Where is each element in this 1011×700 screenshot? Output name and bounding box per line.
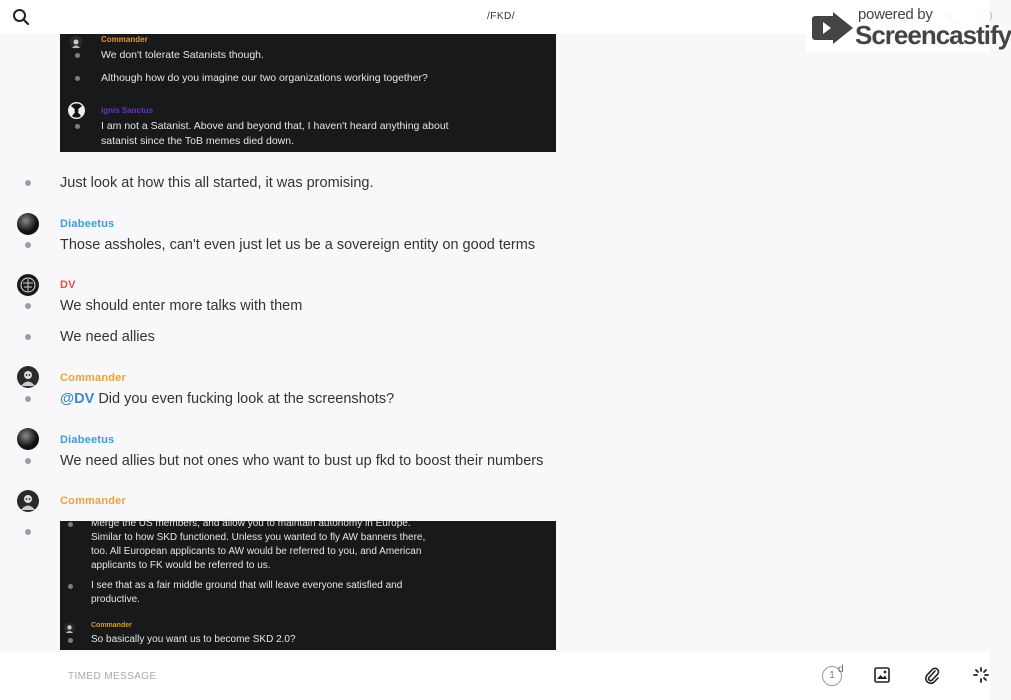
message-bullet: [25, 529, 31, 535]
shot-bullet: [75, 76, 80, 81]
message-text: We need allies: [60, 329, 155, 345]
message-text-body: Did you even fucking look at the screenshots?: [94, 391, 395, 407]
screencastify-logo-icon: [809, 8, 855, 48]
timer-icon[interactable]: 1: [822, 666, 842, 686]
avatar-diabeetus[interactable]: [17, 428, 39, 450]
message-bullet: [25, 242, 31, 248]
message-bullet: [25, 396, 31, 402]
author-name[interactable]: DV: [60, 279, 76, 291]
author-name[interactable]: Diabeetus: [60, 218, 115, 230]
shot-line: Merge the US members, and allow you to maintain autonomy in Europe.: [91, 518, 411, 529]
shot-line: Although how do you imagine our two organizations working together?: [101, 72, 428, 84]
screenshot-image-bottom[interactable]: [60, 518, 556, 650]
shot-line: productive.: [91, 594, 140, 605]
message-text: [60, 391, 394, 407]
timed-message-input[interactable]: TIMED MESSAGE: [68, 671, 157, 682]
author-name[interactable]: Diabeetus: [60, 434, 115, 446]
message-bullet: [25, 458, 31, 464]
timer-unit-label: d: [838, 664, 844, 675]
shot-bullet: [75, 124, 80, 129]
avatar-commander[interactable]: [17, 490, 39, 512]
shot-avatar-commander: [64, 621, 75, 632]
channel-title: /FKD/: [486, 11, 516, 22]
shot-author-commander: Commander: [91, 622, 132, 629]
shot-line: So basically you want us to become SKD 2.0?: [91, 634, 296, 645]
avatar-diabeetus[interactable]: [17, 213, 39, 235]
shot-line: I see that as a fair middle ground that will leave everyone satisfied and: [91, 580, 403, 591]
watermark-powered-by: powered by: [858, 6, 933, 23]
message-text: Just look at how this all started, it was promising.: [60, 175, 374, 191]
composer-bar: [0, 652, 990, 700]
shot-line: satanist since the ToB memes died down.: [101, 135, 294, 147]
image-icon[interactable]: [874, 667, 890, 683]
message-bullet: [25, 334, 31, 340]
message-bullet: [25, 303, 31, 309]
shot-author-sanctus: Ignis Sanctus: [101, 106, 154, 115]
screencastify-watermark: [806, 4, 1011, 52]
shot-line: too. All European applicants to AW would be referred to you, and American: [91, 546, 422, 557]
shot-author-commander: Commander: [101, 35, 148, 44]
message-bullet: [25, 180, 31, 186]
spinner-icon[interactable]: [973, 667, 989, 683]
shot-line: I am not a Satanist. Above and beyond that, I haven't heard anything about: [101, 120, 449, 132]
shot-line: Similar to how SKD functioned. Unless you wanted to fly AW banners there,: [91, 532, 426, 543]
author-name[interactable]: Commander: [60, 495, 126, 507]
shot-line: applicants to FK would be referred to us.: [91, 560, 271, 571]
author-name[interactable]: Commander: [60, 372, 126, 384]
shot-bullet: [68, 522, 73, 527]
message-text: We should enter more talks with them: [60, 298, 303, 314]
avatar-dv[interactable]: [17, 274, 39, 296]
shot-bullet: [68, 584, 73, 589]
message-text: Those assholes, can't even just let us be a sovereign entity on good terms: [60, 237, 536, 253]
attachment-icon[interactable]: [924, 666, 940, 684]
avatar-commander[interactable]: [17, 366, 39, 388]
shot-avatar-commander: [70, 36, 82, 48]
screenshot-image-top[interactable]: [60, 34, 556, 152]
shot-bullet: [68, 638, 73, 643]
shot-avatar-sanctus: [68, 102, 85, 119]
shot-bullet: [75, 53, 80, 58]
shot-line: We don't tolerate Satanists though.: [101, 49, 264, 61]
mention-link[interactable]: @DV: [60, 391, 95, 407]
message-text: We need allies but not ones who want to bust up fkd to boost their numbers: [60, 453, 544, 469]
watermark-brand: Screencastify: [855, 20, 1011, 50]
